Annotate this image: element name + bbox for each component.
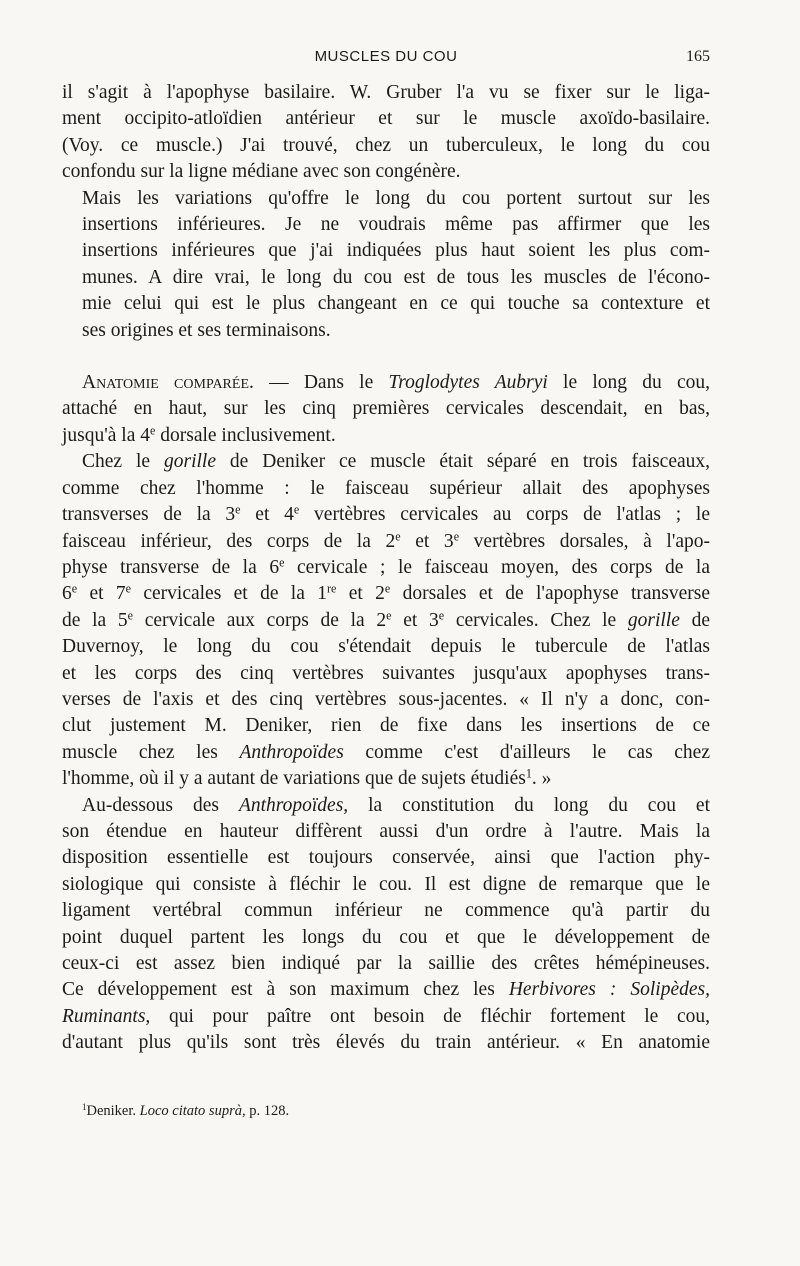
text-run: 6: [62, 583, 72, 605]
section-heading: Anatomie comparée.: [82, 372, 254, 394]
text-run: le long du cou,: [547, 372, 710, 394]
superscript: e: [386, 608, 392, 623]
text-line: point duquel partent les longs du cou et que le développement de: [62, 926, 710, 948]
text-line: [62, 370, 710, 396]
superscript: e: [125, 581, 132, 596]
text-run: cervicale ; le faisceau moyen, des corps de la: [284, 556, 710, 578]
text-line: [62, 766, 710, 792]
text-line: siologique qui consiste à fléchir le cou. Il est digne de remarque que le: [62, 873, 710, 895]
superscript: e: [279, 555, 285, 570]
running-header: [62, 48, 710, 70]
text-run: vertèbres dorsales, à l'apo-: [459, 530, 710, 552]
italic-run: Ruminants,: [62, 1005, 151, 1027]
text-run: de: [679, 609, 710, 631]
footnote-reference: 1: [525, 766, 532, 781]
text-run: Chez le: [82, 451, 164, 473]
text-run: et 4: [240, 504, 294, 526]
text-line: et les corps des cinq vertèbres suivantes jusqu'aux apophyses trans-: [62, 662, 710, 684]
text-run: dorsales et de l'apophyse transverse: [390, 583, 710, 605]
text-line: insertions inférieures que j'ai indiquées plus haut soient les plus com-: [82, 240, 710, 262]
italic-run: gorille: [164, 451, 216, 473]
text-run: physe transverse de la 6: [62, 556, 280, 578]
text-line: [62, 423, 710, 449]
text-line: confondu sur la ligne médiane avec son congénère.: [62, 161, 461, 183]
text-run: . »: [531, 768, 552, 790]
running-title: MUSCLES DU COU: [314, 48, 458, 65]
paragraph-5: [62, 793, 710, 1057]
text-run: de Deniker ce muscle était séparé en trois faisceaux,: [216, 451, 711, 473]
superscript: e: [395, 528, 401, 543]
species-name: Troglodytes Aubryi: [388, 372, 548, 394]
footnote-italic: Loco citato suprà,: [139, 1103, 246, 1119]
text-line: [62, 555, 710, 581]
text-line: d'autant plus qu'ils sont très élevés du train antérieur. « En anatomie: [62, 1032, 710, 1054]
paragraph-gap: [62, 344, 710, 370]
superscript: e: [235, 502, 241, 517]
text-run: faisceau inférieur, des corps de la 2: [62, 530, 396, 552]
text-run: de la 5: [62, 609, 128, 631]
footnote-text: p. 128.: [245, 1103, 290, 1119]
text-line: [62, 608, 710, 634]
page-number: 165: [686, 48, 710, 65]
text-line: (Voy. ce muscle.) J'ai trouvé, chez un tuberculeux, le long du cou: [62, 134, 710, 156]
text-line: verses de l'axis et des cinq vertèbres sous-jacentes. « Il n'y a donc, con-: [62, 688, 710, 710]
text-line: [62, 793, 710, 819]
text-line: comme chez l'homme : le faisceau supérieur allait des apophyses: [62, 477, 710, 499]
text-line: [62, 1004, 710, 1030]
text-run: Au-dessous des: [82, 794, 239, 816]
text-run: muscle chez les: [62, 741, 240, 763]
text-line: ligament vertébral commun inférieur ne commence qu'à partir du: [62, 900, 710, 922]
text-run: Ce développement est à son maximum chez les: [62, 979, 509, 1001]
paragraph-3: [62, 370, 710, 449]
superscript: e: [150, 423, 156, 438]
text-line: [62, 977, 710, 1003]
text-run: — Dans le: [253, 372, 389, 394]
text-line: munes. A dire vrai, le long du cou est de tous les muscles de l'écono-: [82, 266, 710, 288]
text-line: ment occipito-atloïdien antérieur et sur le muscle axoïdo-basilaire.: [62, 108, 710, 130]
text-run: jusqu'à la 4: [62, 424, 150, 446]
superscript: e: [438, 608, 445, 623]
italic-run: Herbivores : Solipèdes,: [508, 979, 710, 1001]
text-line: Mais les variations qu'offre le long du cou portent surtout sur les: [82, 187, 710, 209]
text-line: insertions inférieures. Je ne voudrais même pas affirmer que les: [82, 214, 710, 236]
italic-run: Anthropoïdes,: [238, 794, 349, 816]
text-line: attaché en haut, sur les cinq premières cervicales descendait, en bas,: [62, 398, 710, 420]
superscript: e: [127, 608, 133, 623]
text-line: clut justement M. Deniker, rien de fixe dans les insertions de ce: [62, 715, 710, 737]
text-run: transverses de la 3: [62, 504, 236, 526]
text-line: [62, 502, 710, 528]
text-line: mie celui qui est le plus changeant en ce qui touche sa contexture et: [82, 293, 710, 315]
text-line: [62, 581, 710, 607]
text-run: dorsale inclusivement.: [155, 424, 336, 446]
text-run: et 3: [400, 530, 454, 552]
paragraph-1: [62, 80, 710, 186]
italic-run: gorille: [627, 609, 680, 631]
text-run: vertèbres cervicales au corps de l'atlas ; le: [299, 504, 711, 526]
footnote-mark: 1: [82, 1102, 87, 1113]
text-line: [62, 449, 710, 475]
text-run: cervicales et de la 1: [131, 583, 327, 605]
paragraph-2: [62, 186, 710, 344]
text-run: cervicale aux corps de la 2: [133, 609, 387, 631]
text-run: et 3: [391, 609, 439, 631]
text-run: qui pour paître ont besoin de fléchir fortement le cou,: [150, 1005, 710, 1027]
superscript: e: [453, 528, 460, 543]
superscript: e: [293, 502, 300, 517]
text-line: son étendue en hauteur diffèrent aussi d'un ordre à l'autre. Mais la: [62, 820, 710, 842]
superscript: re: [326, 581, 337, 596]
superscript: e: [384, 581, 391, 596]
text-line: ses origines et ses terminaisons.: [82, 319, 331, 341]
text-run: cervicales. Chez le: [444, 609, 628, 631]
text-run: et 2: [336, 583, 385, 605]
paragraph-4: [62, 449, 710, 792]
text-line: [62, 529, 710, 555]
text-run: la constitution du long du cou et: [348, 794, 710, 816]
footnote-text: Deniker.: [86, 1103, 140, 1119]
italic-run: Anthropoïdes: [239, 741, 344, 763]
text-line: ceux-ci est assez bien indiqué par la saillie des crêtes hémépineuses.: [62, 953, 710, 974]
footnote: [82, 1103, 710, 1120]
text-line: disposition essentielle est toujours conservée, ainsi que l'action phy-: [62, 847, 710, 869]
text-run: et 7: [77, 583, 126, 605]
text-line: il s'agit à l'apophyse basilaire. W. Gruber l'a vu se fixer sur le liga-: [62, 82, 710, 103]
superscript: e: [71, 581, 78, 596]
text-run: comme c'est d'ailleurs le cas chez: [343, 741, 710, 763]
main-text: [62, 80, 710, 1057]
text-line: Duvernoy, le long du cou s'étendait depuis le tubercule de l'atlas: [62, 636, 710, 658]
text-run: l'homme, où il y a autant de variations que de sujets étudiés: [62, 768, 526, 790]
text-line: [62, 740, 710, 766]
